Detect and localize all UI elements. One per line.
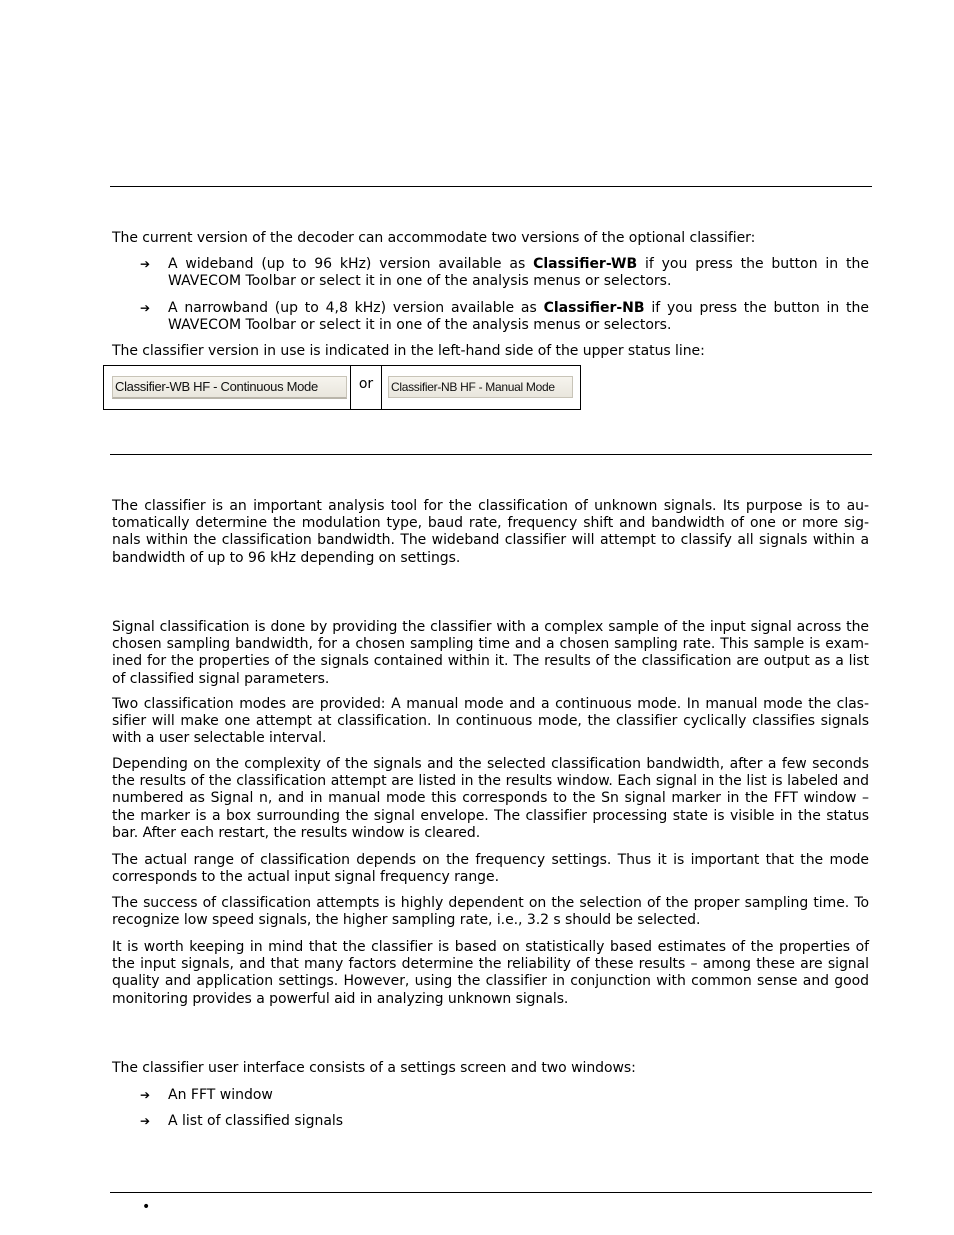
section-rule	[110, 454, 872, 455]
bullet-classifier-wb	[140, 256, 869, 290]
bullet-classifier-nb	[140, 300, 869, 334]
bullet-text: A list of classified signals	[168, 1113, 344, 1129]
intro-paragraph: The current version of the decoder can accommodate two versions of the optional classifier:	[112, 230, 756, 246]
status-label-nb: Classifier-NB HF - Manual Mode	[388, 376, 573, 398]
status-line-examples	[103, 365, 581, 410]
arrow-bullet-icon: ➔	[140, 1114, 151, 1128]
bullet-text: A wideband (up to 96 kHz) version available as Classifier-WB if you press the button in the WAVECOM Toolbar or select it in one of the analysis menus or selectors.	[168, 256, 869, 290]
arrow-bullet-icon: ➔	[140, 301, 151, 315]
status-label-wb: Classifier-WB HF - Continuous Mode	[112, 376, 347, 399]
status-cell-wb	[104, 366, 351, 409]
overview-paragraph: The classifier is an important analysis tool for the classification of unknown signals. Its purpose is to automatically determine the modulation type, baud rate, frequency shift and bandwidth of one or more signals within the classification bandwidth. The wideband classifier will attempt to classify all signals within a bandwidth of up to 96 kHz depending on settings.	[112, 498, 869, 566]
or-text: or	[358, 376, 374, 392]
header-rule	[110, 186, 872, 187]
classifier-nb-name: Classifier-NB	[543, 300, 645, 316]
interface-paragraph: The classifier user interface consists of a settings screen and two windows:	[112, 1060, 636, 1076]
bullet-fft-window	[140, 1087, 869, 1104]
arrow-bullet-icon: ➔	[140, 1088, 151, 1102]
operation-paragraph-2: Two classification modes are provided: A manual mode and a continuous mode. In manual mode the classifier will make one attempt at classification. In continuous mode, the classifier cyclically classifies signals with a user selectable interval.	[112, 696, 869, 747]
footer-bullet-icon: •	[142, 1199, 151, 1215]
operation-paragraph-1: Signal classification is done by providing the classifier with a complex sample of the input signal across the chosen sampling bandwidth, for a chosen sampling time and a chosen sampling rate. This sample is examined for the properties of the signals contained within it. The results of the classification are output as a list of classified signal parameters.	[112, 619, 869, 687]
bullet-text: A narrowband (up to 4,8 kHz) version available as Classifier-NB if you press the button in the WAVECOM Toolbar or select it in one of the analysis menus or selectors.	[168, 300, 869, 334]
bullet-classified-signals	[140, 1113, 869, 1130]
arrow-bullet-icon: ➔	[140, 257, 151, 271]
classifier-wb-name: Classifier-WB	[533, 256, 638, 272]
operation-paragraph-4: The actual range of classification depends on the frequency settings. Thus it is important that the mode corresponds to the actual input signal frequency range.	[112, 852, 869, 886]
status-line-paragraph: The classifier version in use is indicated in the left-hand side of the upper status line:	[112, 343, 705, 359]
footer-rule	[110, 1192, 872, 1193]
operation-paragraph-6: It is worth keeping in mind that the classifier is based on statistically based estimates of the properties of the input signals, and that many factors determine the reliability of these results – among these are signal quality and application settings. However, using the classifier in conjunction with common sense and good monitoring provides a powerful aid in analyzing unknown signals.	[112, 939, 869, 1007]
bullet-text: An FFT window	[168, 1087, 273, 1103]
operation-paragraph-5: The success of classification attempts is highly dependent on the selection of the proper sampling time. To recognize low speed signals, the higher sampling rate, i.e., 3.2 s should be selected.	[112, 895, 869, 929]
operation-paragraph-3: Depending on the complexity of the signals and the selected classification bandwidth, after a few seconds the results of the classification attempt are listed in the results window. Each signal in the list is labeled and numbered as Signal n, and in manual mode this corresponds to the Sn signal marker in the FFT window – the marker is a box surrounding the signal envelope. The classifier processing state is visible in the status bar. After each restart, the results window is cleared.	[112, 756, 869, 841]
status-cell-nb	[382, 366, 580, 409]
status-cell-or	[351, 366, 382, 409]
